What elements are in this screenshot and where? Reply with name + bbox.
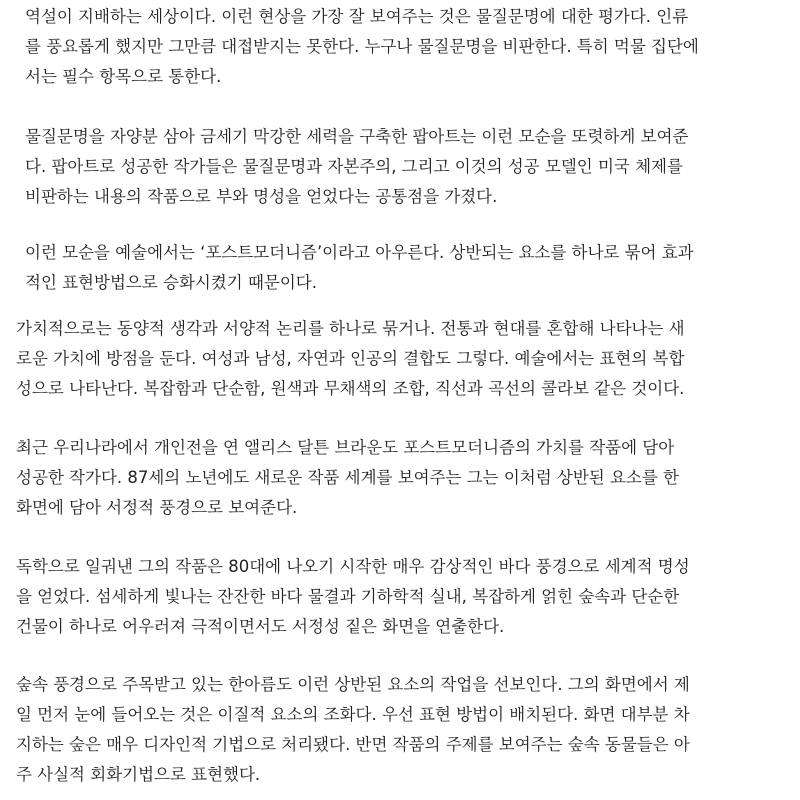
- text-line: 최근 우리나라에서 개인전을 연 앨리스 달튼 브라운도 포스트모더니즘의 가치를 작품에 담아: [16, 438, 675, 457]
- text-line: 를 풍요롭게 했지만 그만큼 대접받지는 못한다. 누구나 물질문명을 비판한다. 특히 먹물 집단에: [25, 37, 699, 56]
- text-line: 물질문명을 자양분 삼아 금세기 막강한 세력을 구축한 팝아트는 이런 모순을 또렷하게 보여준: [25, 127, 689, 146]
- text-line: 비판하는 내용의 작품으로 부와 명성을 얻었다는 공통점을 가졌다.: [25, 187, 498, 206]
- text-line: 지하는 숲은 매우 디자인적 기법으로 처리됐다. 반면 작품의 주제를 보여주는 숲속 동물들은 아: [16, 735, 690, 754]
- text-line: 서는 필수 항목으로 통한다.: [25, 67, 222, 86]
- text-line: 일 먼저 눈에 들어오는 것은 이질적 요소의 조화다. 우선 표현 방법이 배치된다. 화면 대부분 차: [16, 705, 690, 724]
- text-line: 주 사실적 회화기법으로 표현했다.: [16, 765, 261, 784]
- paragraph-2: [0, 122, 800, 212]
- text-line: 적인 표현방법으로 승화시켰기 때문이다.: [25, 273, 317, 292]
- paragraph-6: [0, 552, 800, 642]
- paragraph-4: [0, 314, 800, 404]
- text-line: 숲속 풍경으로 주목받고 있는 한아름도 이런 상반된 요소의 작업을 선보인다. 그의 화면에서 제: [16, 675, 690, 694]
- paragraph-5: [0, 433, 800, 523]
- paragraph-7: [0, 670, 800, 790]
- text-line: 로운 가치에 방점을 둔다. 여성과 남성, 자연과 인공의 결합도 그렇다. 예술에서는 표현의 복합: [16, 349, 685, 368]
- paragraph-1: [0, 2, 800, 92]
- text-line: 다. 팝아트로 성공한 작가들은 물질문명과 자본주의, 그리고 이것의 성공 모델인 미국 체제를: [25, 157, 683, 176]
- text-line: 성공한 작가다. 87세의 노년에도 새로운 작품 세계를 보여주는 그는 이처럼 상반된 요소를 한: [16, 468, 679, 487]
- text-line: 역설이 지배하는 세상이다. 이런 현상을 가장 잘 보여주는 것은 물질문명에 대한 평가다. 인류: [25, 7, 689, 26]
- text-line: 건물이 하나로 어우러져 극적이면서도 서정성 짙은 화면을 연출한다.: [16, 617, 505, 636]
- text-line: 독학으로 일궈낸 그의 작품은 80대에 나오기 시작한 매우 감상적인 바다 풍경으로 세계적 명성: [16, 557, 690, 576]
- text-line: 화면에 담아 서정적 풍경으로 보여준다.: [16, 498, 298, 517]
- text-line: 가치적으로는 동양적 생각과 서양적 논리를 하나로 묶거나. 전통과 현대를 혼합해 나타나는 새: [16, 319, 685, 338]
- text-line: 을 얻었다. 섬세하게 빛나는 잔잔한 바다 물결과 기하학적 실내, 복잡하게 얽힌 숲속과 단순한: [16, 587, 680, 606]
- text-line: 이런 모순을 예술에서는 ‘포스트모더니즘’이라고 아우른다. 상반되는 요소를 하나로 묶어 효과: [25, 243, 694, 262]
- text-line: 성으로 나타난다. 복잡함과 단순함, 원색과 무채색의 조합, 직선과 곡선의 콜라보 같은 것이다.: [16, 379, 685, 398]
- paragraph-3: [0, 238, 800, 298]
